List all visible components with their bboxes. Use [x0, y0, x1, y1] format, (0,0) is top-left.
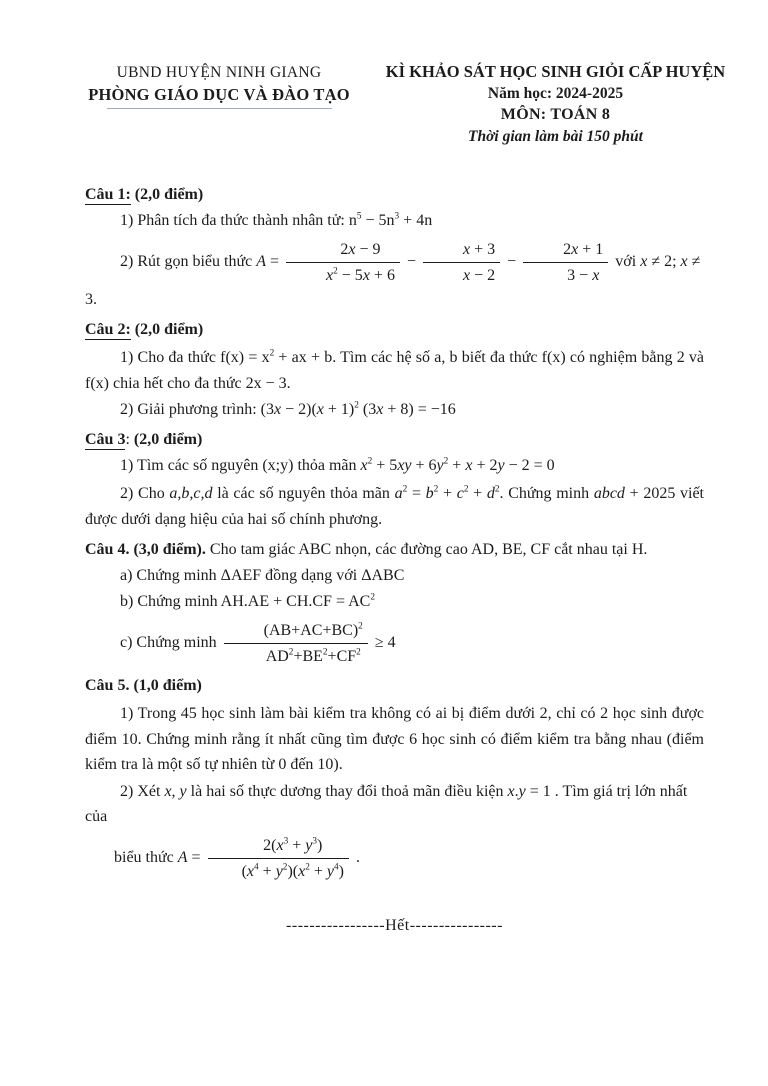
department-name: PHÒNG GIÁO DỤC VÀ ĐÀO TẠO: [88, 85, 350, 104]
text-run: a,b,c,d: [169, 485, 213, 502]
superscript: 2: [282, 862, 288, 873]
question-3-item-2: [85, 481, 704, 532]
text-run: − 5: [337, 267, 363, 284]
question-3-item-1: [85, 453, 704, 478]
text-run: y: [326, 862, 334, 880]
question-4-item-b: [85, 589, 704, 614]
superscript: 2: [370, 592, 375, 603]
text-run: biểu thức: [114, 848, 178, 866]
text-run: x: [592, 267, 600, 284]
text-run: 1) Cho đa thức f(x) = x: [120, 349, 270, 366]
question-2: [85, 317, 704, 422]
superscript: 2: [333, 266, 338, 277]
text-run: 2) Xét: [120, 782, 165, 800]
text-run: + 1: [578, 241, 604, 258]
superscript: 2: [358, 621, 363, 632]
text-run: +: [448, 457, 466, 474]
text-run: 2) Rút gọn biểu thức: [120, 253, 257, 271]
text-run: +: [288, 836, 306, 854]
text-run: x: [507, 782, 515, 800]
question-1-item-2: [85, 238, 704, 312]
superscript: 2: [305, 862, 310, 873]
text-run: + 2: [472, 457, 498, 474]
text-run: A: [256, 253, 266, 271]
text-run: x: [571, 241, 579, 258]
fraction-denominator: [208, 859, 349, 883]
text-run: .: [514, 782, 519, 800]
question-1: [85, 182, 704, 312]
text-run: ≥ 4: [370, 634, 396, 652]
text-run: =: [187, 848, 205, 866]
text-run: :: [125, 431, 134, 448]
question-2-item-1: [85, 345, 704, 396]
text-run: 1) Phân tích đa thức thành nhân tử:: [120, 212, 349, 229]
superscript: 2: [322, 647, 328, 658]
text-run: x: [680, 253, 688, 271]
fraction: [423, 238, 500, 287]
text-run: 2(: [263, 836, 277, 854]
text-run: a: [394, 485, 403, 502]
text-run: 1) Tìm các số nguyên (x;y) thỏa mãn: [120, 457, 361, 474]
text-run: ): [338, 862, 344, 880]
text-run: y: [497, 457, 505, 474]
text-run: abcd: [593, 485, 625, 502]
text-run: x: [462, 267, 471, 284]
duration-line: Thời gian làm bài 150 phút: [468, 128, 643, 145]
text-run: n: [348, 212, 357, 229]
superscript: 3: [312, 836, 318, 847]
text-run: + 2025 viết được dưới dạng hiệu của hai số chính phương.: [85, 485, 705, 528]
text-run: a) Chứng minh ΔAEF đồng dạng với ΔABC: [120, 567, 405, 584]
superscript: 3: [283, 836, 289, 847]
question-3: [85, 427, 704, 532]
fraction-numerator: [224, 619, 368, 644]
question-4-item-c: [85, 619, 704, 668]
issuer-name: UBND HUYỆN NINH GIANG: [116, 64, 322, 81]
text-run: =: [266, 253, 284, 271]
text-run: + 5: [372, 457, 398, 474]
text-run: x: [462, 241, 471, 258]
fraction-numerator: [523, 238, 608, 263]
text-run: +: [438, 485, 457, 502]
text-run: 2: [340, 241, 349, 258]
superscript: 2: [367, 456, 373, 467]
question-2-heading: [85, 317, 704, 342]
superscript: 2: [354, 400, 359, 411]
text-run: 2: [563, 241, 572, 258]
text-run: − 2 = 0: [504, 457, 555, 474]
text-run: Câu 1:: [85, 186, 131, 203]
text-run: x: [246, 862, 255, 880]
text-run: y: [518, 782, 526, 800]
text-run: + 6: [369, 267, 395, 284]
fraction-denominator: [286, 263, 400, 287]
text-run: là hai số thực dương thay đổi thoả mãn điều kiện: [186, 782, 508, 800]
question-4: [85, 537, 704, 668]
text-run: y: [275, 862, 283, 880]
text-run: x: [360, 457, 368, 474]
question-2-item-2: [85, 397, 704, 422]
text-run: d: [486, 485, 495, 502]
superscript: 2: [402, 484, 408, 495]
text-run: x: [348, 241, 356, 258]
superscript: 2: [443, 456, 449, 467]
question-1-heading: [85, 182, 704, 207]
school-year: Năm học: 2024-2025: [487, 85, 624, 102]
question-5-item-1: [85, 701, 704, 778]
text-run: + 6: [411, 457, 437, 474]
question-5-expression: [85, 834, 704, 883]
document-header: [85, 62, 726, 146]
text-run: + 8) = −16: [383, 401, 456, 418]
text-run: AD: [265, 648, 289, 665]
text-run: x: [326, 267, 334, 284]
text-run: x: [274, 401, 282, 418]
text-run: =: [407, 485, 426, 502]
fraction-denominator: [224, 644, 368, 668]
text-run: 2) Cho: [120, 485, 170, 502]
text-run: x, y: [164, 782, 187, 800]
fraction: [208, 834, 349, 883]
end-marker: -----------------Hết----------------: [286, 916, 503, 934]
fraction-denominator: [523, 263, 608, 287]
text-run: b) Chứng minh AH.AE + CH.CF = AC: [120, 593, 371, 610]
fraction-numerator: [423, 238, 500, 263]
text-run: −: [402, 253, 420, 271]
fraction-numerator: [286, 238, 400, 263]
text-run: x: [465, 457, 473, 474]
text-run: x: [298, 862, 306, 880]
text-run: c) Chứng minh: [120, 634, 221, 652]
question-5: [85, 673, 704, 883]
text-run: (AB+AC+BC): [263, 622, 359, 639]
text-run: (: [241, 862, 247, 880]
exam-content: [85, 182, 704, 883]
text-run: y: [305, 836, 313, 854]
text-run: + 3: [470, 241, 496, 258]
fraction-denominator: [423, 263, 500, 287]
text-run: A: [177, 848, 188, 866]
text-run: +BE: [293, 648, 323, 665]
text-run: + ax + b. Tìm các hệ số a, b biết đa thức f(x) có nghiệm bằng 2 và f(x) chia hết cho đa thức 2x − 3.: [85, 349, 705, 392]
text-run: (2,0 điểm): [130, 321, 204, 338]
text-run: x: [316, 401, 324, 418]
text-run: Câu 5. (1,0 điểm): [85, 677, 202, 694]
text-run: xy: [397, 457, 412, 474]
department-underline-rule: [107, 108, 332, 109]
text-run: − 2)(: [281, 401, 317, 418]
text-run: )(: [287, 862, 299, 880]
text-run: ): [317, 836, 323, 854]
superscript: 4: [333, 862, 339, 873]
text-run: b: [425, 485, 434, 502]
fraction: [286, 238, 400, 287]
question-3-heading: [85, 427, 704, 452]
question-5-item-2: [85, 779, 704, 829]
question-4-item-a: [85, 563, 704, 588]
text-run: . Chứng minh: [499, 485, 594, 502]
text-run: c: [456, 485, 464, 502]
text-run: x: [362, 267, 370, 284]
text-run: 2) Giải phương trình:: [120, 401, 261, 418]
question-4-heading: [85, 537, 704, 562]
text-run: +: [468, 485, 487, 502]
text-run: ≠ 3.: [85, 253, 701, 308]
text-run: Câu 3: [85, 431, 126, 448]
superscript: 2: [288, 647, 294, 658]
text-run: − 9: [355, 241, 381, 258]
fraction: [224, 619, 368, 668]
text-run: ≠ 2;: [647, 253, 681, 271]
superscript: 3: [394, 211, 400, 222]
text-run: +CF: [327, 648, 357, 665]
text-run: +: [258, 862, 276, 880]
superscript: 4: [254, 862, 259, 873]
text-run: +: [309, 862, 327, 880]
exam-title: KÌ KHẢO SÁT HỌC SINH GIỎI CẤP HUYỆN: [385, 62, 726, 81]
text-run: (2,0 điểm): [130, 186, 204, 203]
superscript: 2: [356, 647, 361, 658]
text-run: (3: [260, 401, 274, 418]
text-run: x: [376, 401, 384, 418]
text-run: y: [436, 457, 444, 474]
text-run: = 1 . Tìm giá trị lớn nhất của: [85, 782, 688, 825]
text-run: − 2: [470, 267, 496, 284]
text-run: Câu 4. (3,0 điểm).: [85, 541, 206, 558]
text-run: + 1): [323, 401, 355, 418]
text-run: (2,0 điểm): [133, 431, 203, 448]
issuer-block: [65, 62, 373, 109]
text-run: −: [503, 253, 521, 271]
text-run: (3: [358, 401, 377, 418]
text-run: 3 −: [567, 267, 593, 284]
subject-line: MÔN: TOÁN 8: [500, 106, 611, 123]
question-5-heading: [85, 673, 704, 698]
superscript: 2: [494, 484, 500, 495]
text-run: Cho tam giác ABC nhọn, các đường cao AD, BE, CF cắt nhau tại H.: [205, 541, 648, 558]
text-run: + 4n: [399, 212, 433, 229]
text-run: .: [351, 848, 360, 866]
exam-title-block: [379, 62, 732, 146]
text-run: với: [611, 253, 641, 271]
superscript: 2: [463, 484, 469, 495]
text-run: x: [276, 836, 284, 854]
text-run: Câu 2:: [85, 321, 131, 338]
question-1-item-1: [85, 208, 704, 233]
superscript: 2: [433, 484, 439, 495]
text-run: − 5n: [361, 212, 395, 229]
superscript: 5: [356, 211, 362, 222]
text-run: 1) Trong 45 học sinh làm bài kiểm tra không có ai bị điểm dưới 2, chỉ có 2 học sinh được điểm 10. Chứng minh rằng ít nhất cũng tìm được 6 học sinh có điểm kiểm tra bằng nhau (điểm kiểm tra là một số tự nhiên từ 0 đến 10).: [85, 705, 704, 773]
fraction: [523, 238, 608, 287]
superscript: 2: [269, 348, 275, 359]
fraction-numerator: [208, 834, 349, 859]
text-run: là các số nguyên thỏa mãn: [212, 485, 395, 502]
text-run: x: [640, 253, 648, 271]
